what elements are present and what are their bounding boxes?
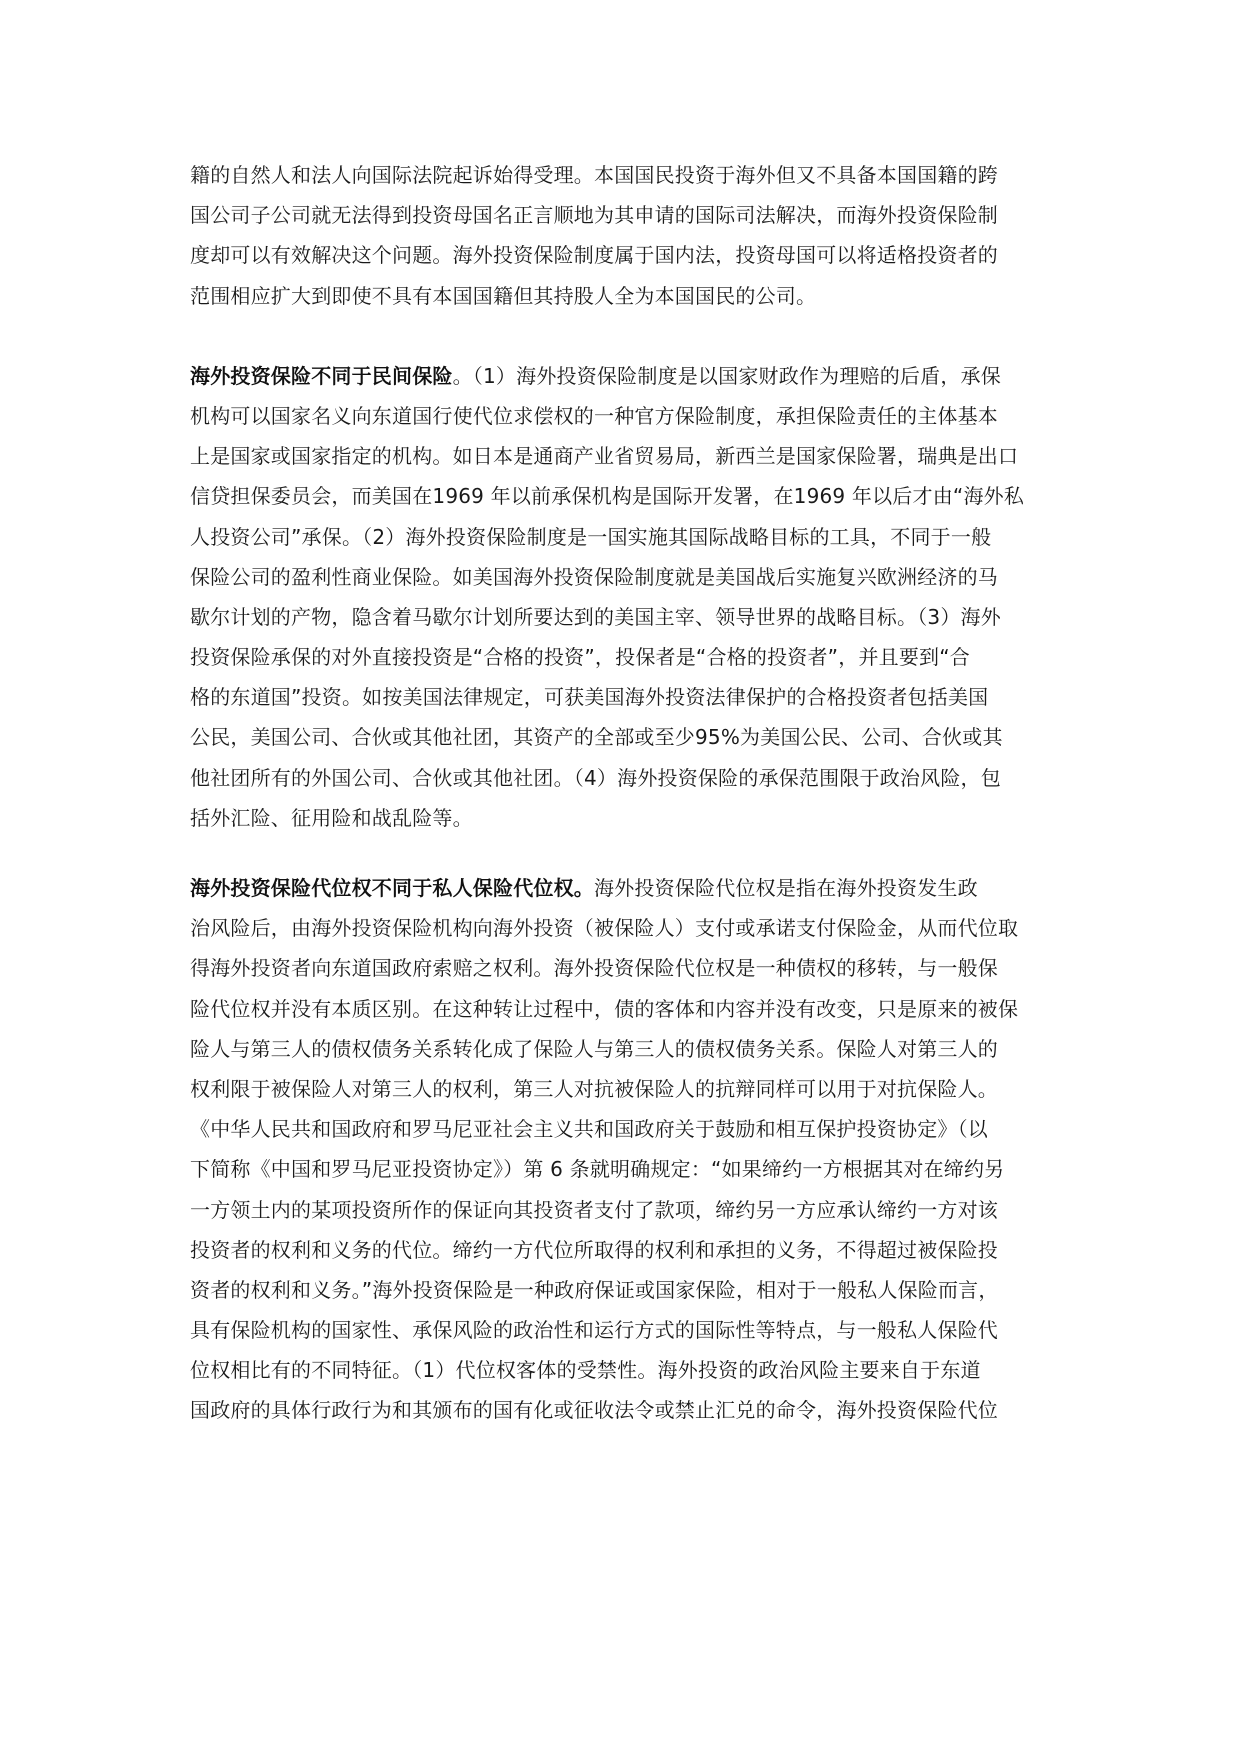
text-line: 险人与第三人的债权债务关系转化成了保险人与第三人的债权债务关系。保险人对第三人的 [190, 1036, 998, 1061]
text-line: 下简称《中国和罗马尼亚投资协定》）第 6 条就明确规定：“如果缔约一方根据其对在缔约另 [190, 1157, 1005, 1182]
text-line: 具有保险机构的国家性、承保风险的政治性和运行方式的国际性等特点，与一般私人保险代 [190, 1318, 998, 1343]
text-line: 他社团所有的外国公司、合伙或其他社团。（4）海外投资保险的承保范围限于政治风险，包 [190, 765, 1001, 790]
text-line: 治风险后，由海外投资保险机构向海外投资（被保险人）支付或承诺支付保险金，从而代位取 [190, 916, 1019, 941]
text-run: 海外投资保险代位权是指在海外投资发生政 [594, 876, 978, 900]
text-line [190, 356, 1052, 396]
text-run: 。（1）海外投资保险制度是以国家财政作为理赔的后盾，承保 [452, 363, 1001, 388]
text-line: 险代位权并没有本质区别。在这种转让过程中，债的客体和内容并没有改变，只是原来的被保 [190, 996, 1019, 1021]
text-line: 一方领土内的某项投资所作的保证向其投资者支付了款项，缔约另一方应承认缔约一方对该 [190, 1197, 998, 1222]
text-line: 范围相应扩大到即使不具有本国国籍但其持股人全为本国国民的公司。 [190, 283, 817, 308]
paragraph-2 [190, 356, 1052, 838]
paragraph-heading: 海外投资保险代位权不同于私人保险代位权。 [190, 876, 594, 900]
text-line: 国公司子公司就无法得到投资母国名正言顺地为其申请的国际司法解决，而海外投资保险制 [190, 203, 998, 228]
text-line: 度却可以有效解决这个问题。海外投资保险制度属于国内法，投资母国可以将适格投资者的 [190, 243, 998, 268]
text-line: 投资者的权利和义务的代位。缔约一方代位所取得的权利和承担的义务，不得超过被保险投 [190, 1237, 998, 1262]
text-line: 国政府的具体行政行为和其颁布的国有化或征收法令或禁止汇兑的命令，海外投资保险代位 [190, 1398, 998, 1423]
paragraph-gap [190, 838, 1052, 868]
paragraph-1 [190, 155, 1052, 316]
text-line: 权利限于被保险人对第三人的权利，第三人对抗被保险人的抗辩同样可以用于对抗保险人。 [190, 1076, 998, 1101]
text-line: 歇尔计划的产物，隐含着马歇尔计划所要达到的美国主宰、领导世界的战略目标。（3）海外 [190, 604, 1001, 629]
paragraph-gap [190, 316, 1052, 356]
text-line: 上是国家或国家指定的机构。如日本是通商产业省贸易局，新西兰是国家保险署，瑞典是出口 [190, 444, 1019, 469]
text-line: 机构可以国家名义向东道国行使代位求偿权的一种官方保险制度，承担保险责任的主体基本 [190, 403, 998, 428]
text-line: 《中华人民共和国政府和罗马尼亚社会主义共和国政府关于鼓励和相互保护投资协定》（以 [190, 1117, 988, 1142]
text-line: 投资保险承保的对外直接投资是“合格的投资”，投保者是“合格的投资者”，并且要到“合 [190, 645, 971, 670]
text-line [190, 868, 1052, 908]
text-line: 保险公司的盈利性商业保险。如美国海外投资保险制度就是美国战后实施复兴欧洲经济的马 [190, 564, 998, 589]
text-line: 得海外投资者向东道国政府索赔之权利。海外投资保险代位权是一种债权的移转，与一般保 [190, 956, 998, 981]
text-line: 籍的自然人和法人向国际法院起诉始得受理。本国国民投资于海外但又不具备本国国籍的跨 [190, 163, 998, 187]
text-line: 资者的权利和义务。”海外投资保险是一种政府保证或国家保险，相对于一般私人保险而言， [190, 1277, 999, 1302]
text-line: 格的东道国”投资。如按美国法律规定，可获美国海外投资法律保护的合格投资者包括美国 [190, 685, 989, 710]
text-line: 括外汇险、征用险和战乱险等。 [190, 805, 473, 830]
paragraph-heading: 海外投资保险不同于民间保险 [190, 363, 453, 388]
document-page [190, 155, 1052, 1431]
paragraph-3 [190, 868, 1052, 1431]
text-line: 人投资公司”承保。（2）海外投资保险制度是一国实施其国际战略目标的工具，不同于一般 [190, 524, 992, 549]
text-line: 信贷担保委员会，而美国在1969 年以前承保机构是国际开发署，在1969 年以后才由“海外私 [190, 484, 1025, 509]
text-line: 公民，美国公司、合伙或其他社团，其资产的全部或至少95%为美国公民、公司、合伙或其 [190, 725, 1003, 750]
text-line: 位权相比有的不同特征。（1）代位权客体的受禁性。海外投资的政治风险主要来自于东道 [190, 1358, 981, 1383]
